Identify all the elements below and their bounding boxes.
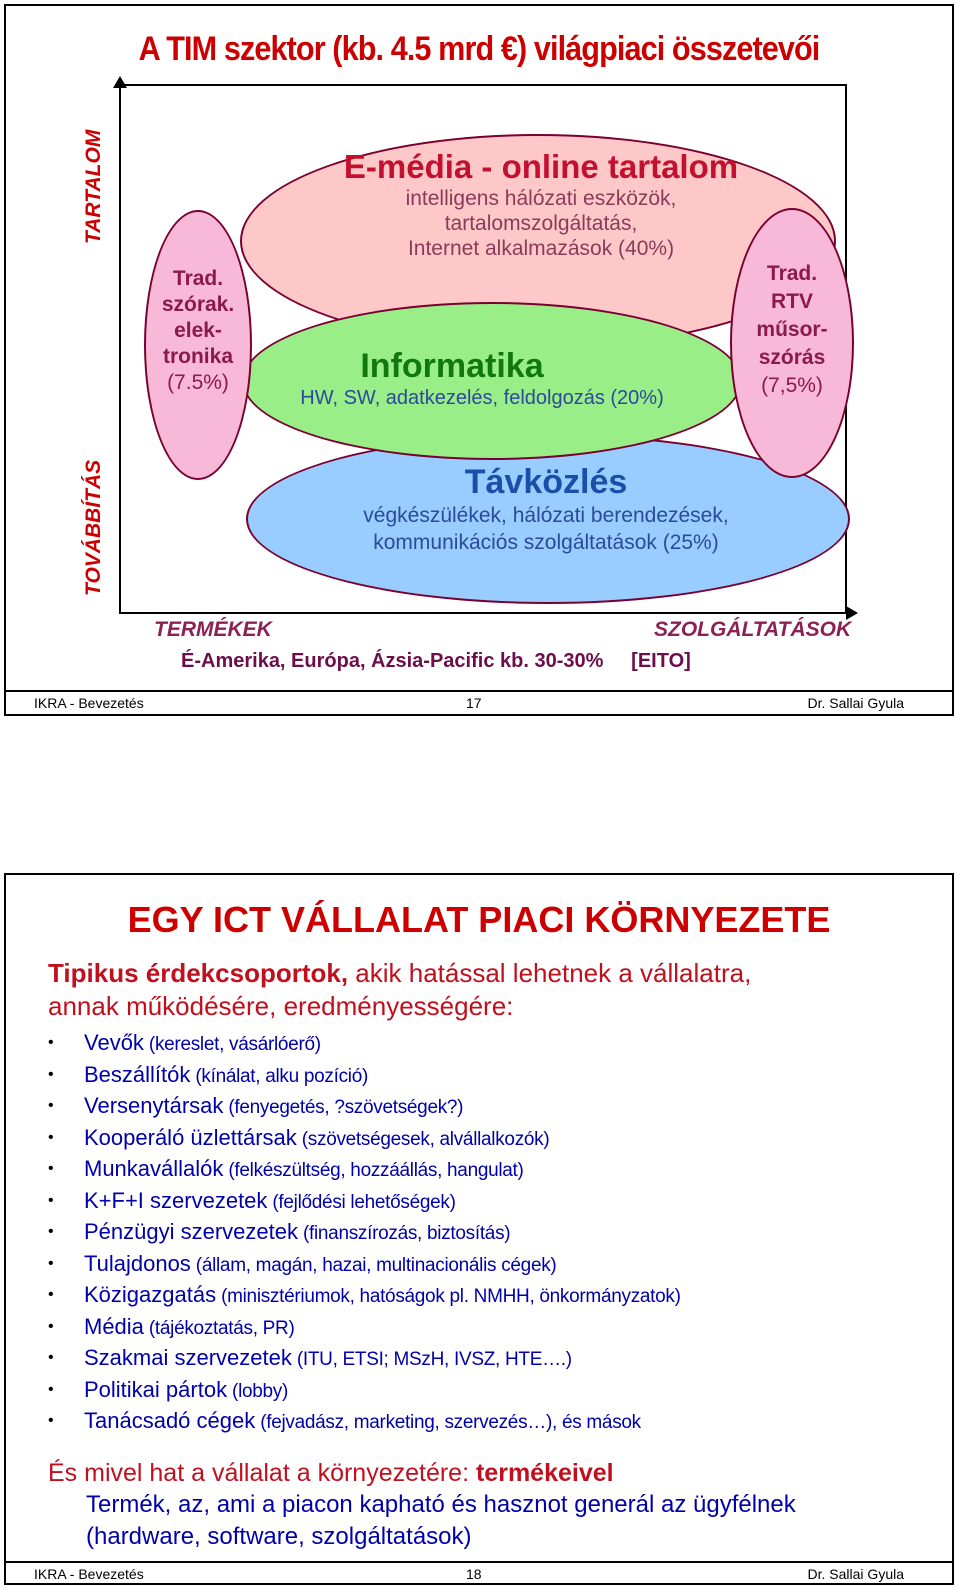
axis-label-content: TARTALOM	[82, 129, 105, 244]
tavkozles-line2: kommunikációs szolgáltatások (25%)	[373, 531, 719, 554]
emedia-line2: tartalomszolgáltatás,	[444, 212, 638, 235]
bullet-icon: •	[48, 1160, 54, 1177]
list-item	[48, 1405, 681, 1437]
list-item	[48, 1185, 681, 1217]
bullet-icon: •	[48, 1191, 54, 1209]
list-item-main: Beszállítók	[84, 1061, 191, 1087]
emedia-line3: Internet alkalmazások (40%)	[407, 237, 675, 260]
slide-17	[4, 4, 954, 716]
intro-bold: Tipikus érdekcsoportok,	[48, 958, 349, 988]
bullet-icon: •	[48, 1286, 54, 1303]
emedia-line1: intelligens hálózati eszközök,	[405, 187, 677, 210]
axis-label-transmission: TOVÁBBÍTÁS	[82, 459, 105, 596]
footer-author: Dr. Sallai Gyula	[807, 1566, 904, 1582]
list-item-main: Szakmai szervezetek	[84, 1345, 292, 1370]
emedia-text	[306, 148, 776, 261]
trad-rtv-l5: (7,5%)	[761, 374, 823, 397]
bullet-icon: •	[48, 1034, 54, 1051]
tavkozles-line1: végkészülékek, hálózati berendezések,	[363, 504, 729, 527]
label-services: SZOLGÁLTATÁSOK	[654, 618, 852, 641]
list-item-detail: (kereslet, vásárlóerő)	[143, 1034, 321, 1055]
definition-line1: Termék, az, ami a piacon kapható és hasznot generál az ügyfélnek	[86, 1491, 796, 1518]
list-item-detail: (lobby)	[227, 1380, 289, 1402]
intro-rest: akik hatással lehetnek a vállalatra,	[348, 958, 752, 988]
list-item	[48, 1248, 681, 1280]
list-item-detail: (fenyegetés, ?szövetségek?)	[223, 1097, 464, 1118]
list-item-main: Versenytársak	[84, 1093, 224, 1118]
list-item	[48, 1153, 681, 1185]
footer-author: Dr. Sallai Gyula	[807, 695, 904, 711]
list-item-detail: (állam, magán, hazai, multinacionális cégek)	[190, 1254, 557, 1276]
trad-elektronika-l3: elek-	[174, 319, 222, 342]
tavkozles-text	[276, 462, 816, 556]
list-item-main: Politikai pártok	[84, 1376, 228, 1402]
bullet-icon: •	[48, 1065, 54, 1083]
trad-rtv-l4: szórás	[758, 346, 826, 369]
footer-page-number: 17	[466, 695, 482, 711]
frame-top-line	[119, 84, 847, 86]
slide-footer	[6, 690, 952, 714]
list-item-main: Tulajdonos	[84, 1250, 191, 1276]
trad-elektronika-l2: szórak.	[161, 293, 235, 316]
list-item-main: Tanácsadó cégek	[84, 1408, 256, 1433]
list-item-main: Vevők	[84, 1030, 144, 1055]
bullet-icon: •	[48, 1097, 54, 1114]
horizontal-axis	[119, 612, 849, 614]
trad-elektronika-l4: tronika	[162, 345, 233, 368]
tavkozles-title: Távközlés	[464, 463, 628, 501]
label-regions: É-Amerika, Európa, Ázsia-Pacific kb. 30-30% [EITO]	[181, 650, 691, 672]
trad-rtv-l2: RTV	[771, 290, 813, 313]
list-item-main: Közigazgatás	[84, 1282, 217, 1307]
emedia-title: E-média - online tartalom	[343, 148, 739, 185]
footer-page-number: 18	[466, 1566, 482, 1582]
list-item	[48, 1122, 681, 1154]
list-item-detail: (finanszírozás, biztosítás)	[298, 1223, 511, 1244]
slide-title: A TIM szektor (kb. 4.5 mrd €) világpiaci összetevői	[138, 30, 820, 68]
arrow-up-icon	[113, 76, 127, 88]
slide-18	[4, 873, 954, 1585]
list-item	[48, 1374, 681, 1406]
informatika-line1: HW, SW, adatkezelés, feldolgozás (20%)	[300, 387, 664, 409]
bullet-icon: •	[48, 1223, 54, 1240]
list-item	[48, 1342, 681, 1374]
list-item-detail: (ITU, ETSI; MSzH, IVSZ, HTE….)	[291, 1349, 572, 1370]
trad-elektronika-l5: (7.5%)	[167, 371, 229, 394]
footer-course: IKRA - Bevezetés	[34, 695, 144, 711]
informatika-title: Informatika	[360, 347, 544, 385]
list-item-main: Pénzügyi szervezetek	[84, 1219, 298, 1244]
bullet-icon: •	[48, 1380, 54, 1398]
list-item-main: Média	[84, 1313, 144, 1339]
slide-title: EGY ICT VÁLLALAT PIACI KÖRNYEZETE	[127, 899, 831, 940]
trad-rtv-text	[730, 260, 854, 400]
list-item	[48, 1059, 681, 1091]
closing-text	[48, 1459, 614, 1488]
list-item-main: Munkavállalók	[84, 1156, 224, 1181]
trad-rtv-l3: műsor-	[756, 318, 828, 341]
intro-line2: annak működésére, eredményességére:	[48, 991, 514, 1021]
list-item-detail: (felkészültség, hozzáállás, hangulat)	[223, 1160, 524, 1181]
trad-elektronika-text	[144, 266, 252, 396]
list-item-detail: (fejvadász, marketing, szervezés…), és mások	[255, 1412, 641, 1433]
vertical-axis	[119, 84, 121, 614]
list-item-main: K+F+I szervezetek	[84, 1187, 268, 1213]
closing-normal: És mivel hat a vállalat a környezetére:	[48, 1459, 476, 1487]
list-item	[48, 1216, 681, 1248]
definition-line2: (hardware, software, szolgáltatások)	[86, 1523, 472, 1550]
list-item	[48, 1279, 681, 1311]
informatika-text	[252, 346, 712, 410]
list-item-main: Kooperáló üzlettársak	[84, 1124, 297, 1150]
trad-elektronika-l1: Trad.	[172, 267, 224, 290]
bullet-icon: •	[48, 1128, 54, 1146]
bullet-icon: •	[48, 1317, 54, 1335]
trad-rtv-l1: Trad.	[766, 262, 818, 285]
list-item	[48, 1027, 681, 1059]
closing-bold: termékeivel	[475, 1459, 614, 1487]
list-item-detail: (minisztériumok, hatóságok pl. NMHH, önkormányzatok)	[216, 1286, 681, 1307]
label-products: TERMÉKEK	[154, 618, 272, 641]
bullet-icon: •	[48, 1412, 54, 1429]
list-item	[48, 1311, 681, 1343]
bullet-icon: •	[48, 1349, 54, 1366]
footer-course: IKRA - Bevezetés	[34, 1566, 144, 1582]
list-item-detail: (tájékoztatás, PR)	[143, 1317, 295, 1339]
list-item-detail: (fejlődési lehetőségek)	[267, 1191, 456, 1213]
slide-footer	[6, 1561, 952, 1585]
product-definition	[86, 1489, 796, 1553]
list-item-detail: (szövetségesek, alvállalkozók)	[296, 1128, 550, 1150]
intro-text	[48, 957, 912, 1023]
stakeholder-list	[48, 1027, 681, 1437]
list-item	[48, 1090, 681, 1122]
list-item-detail: (kínálat, alku pozíció)	[190, 1065, 368, 1087]
bullet-icon: •	[48, 1254, 54, 1272]
